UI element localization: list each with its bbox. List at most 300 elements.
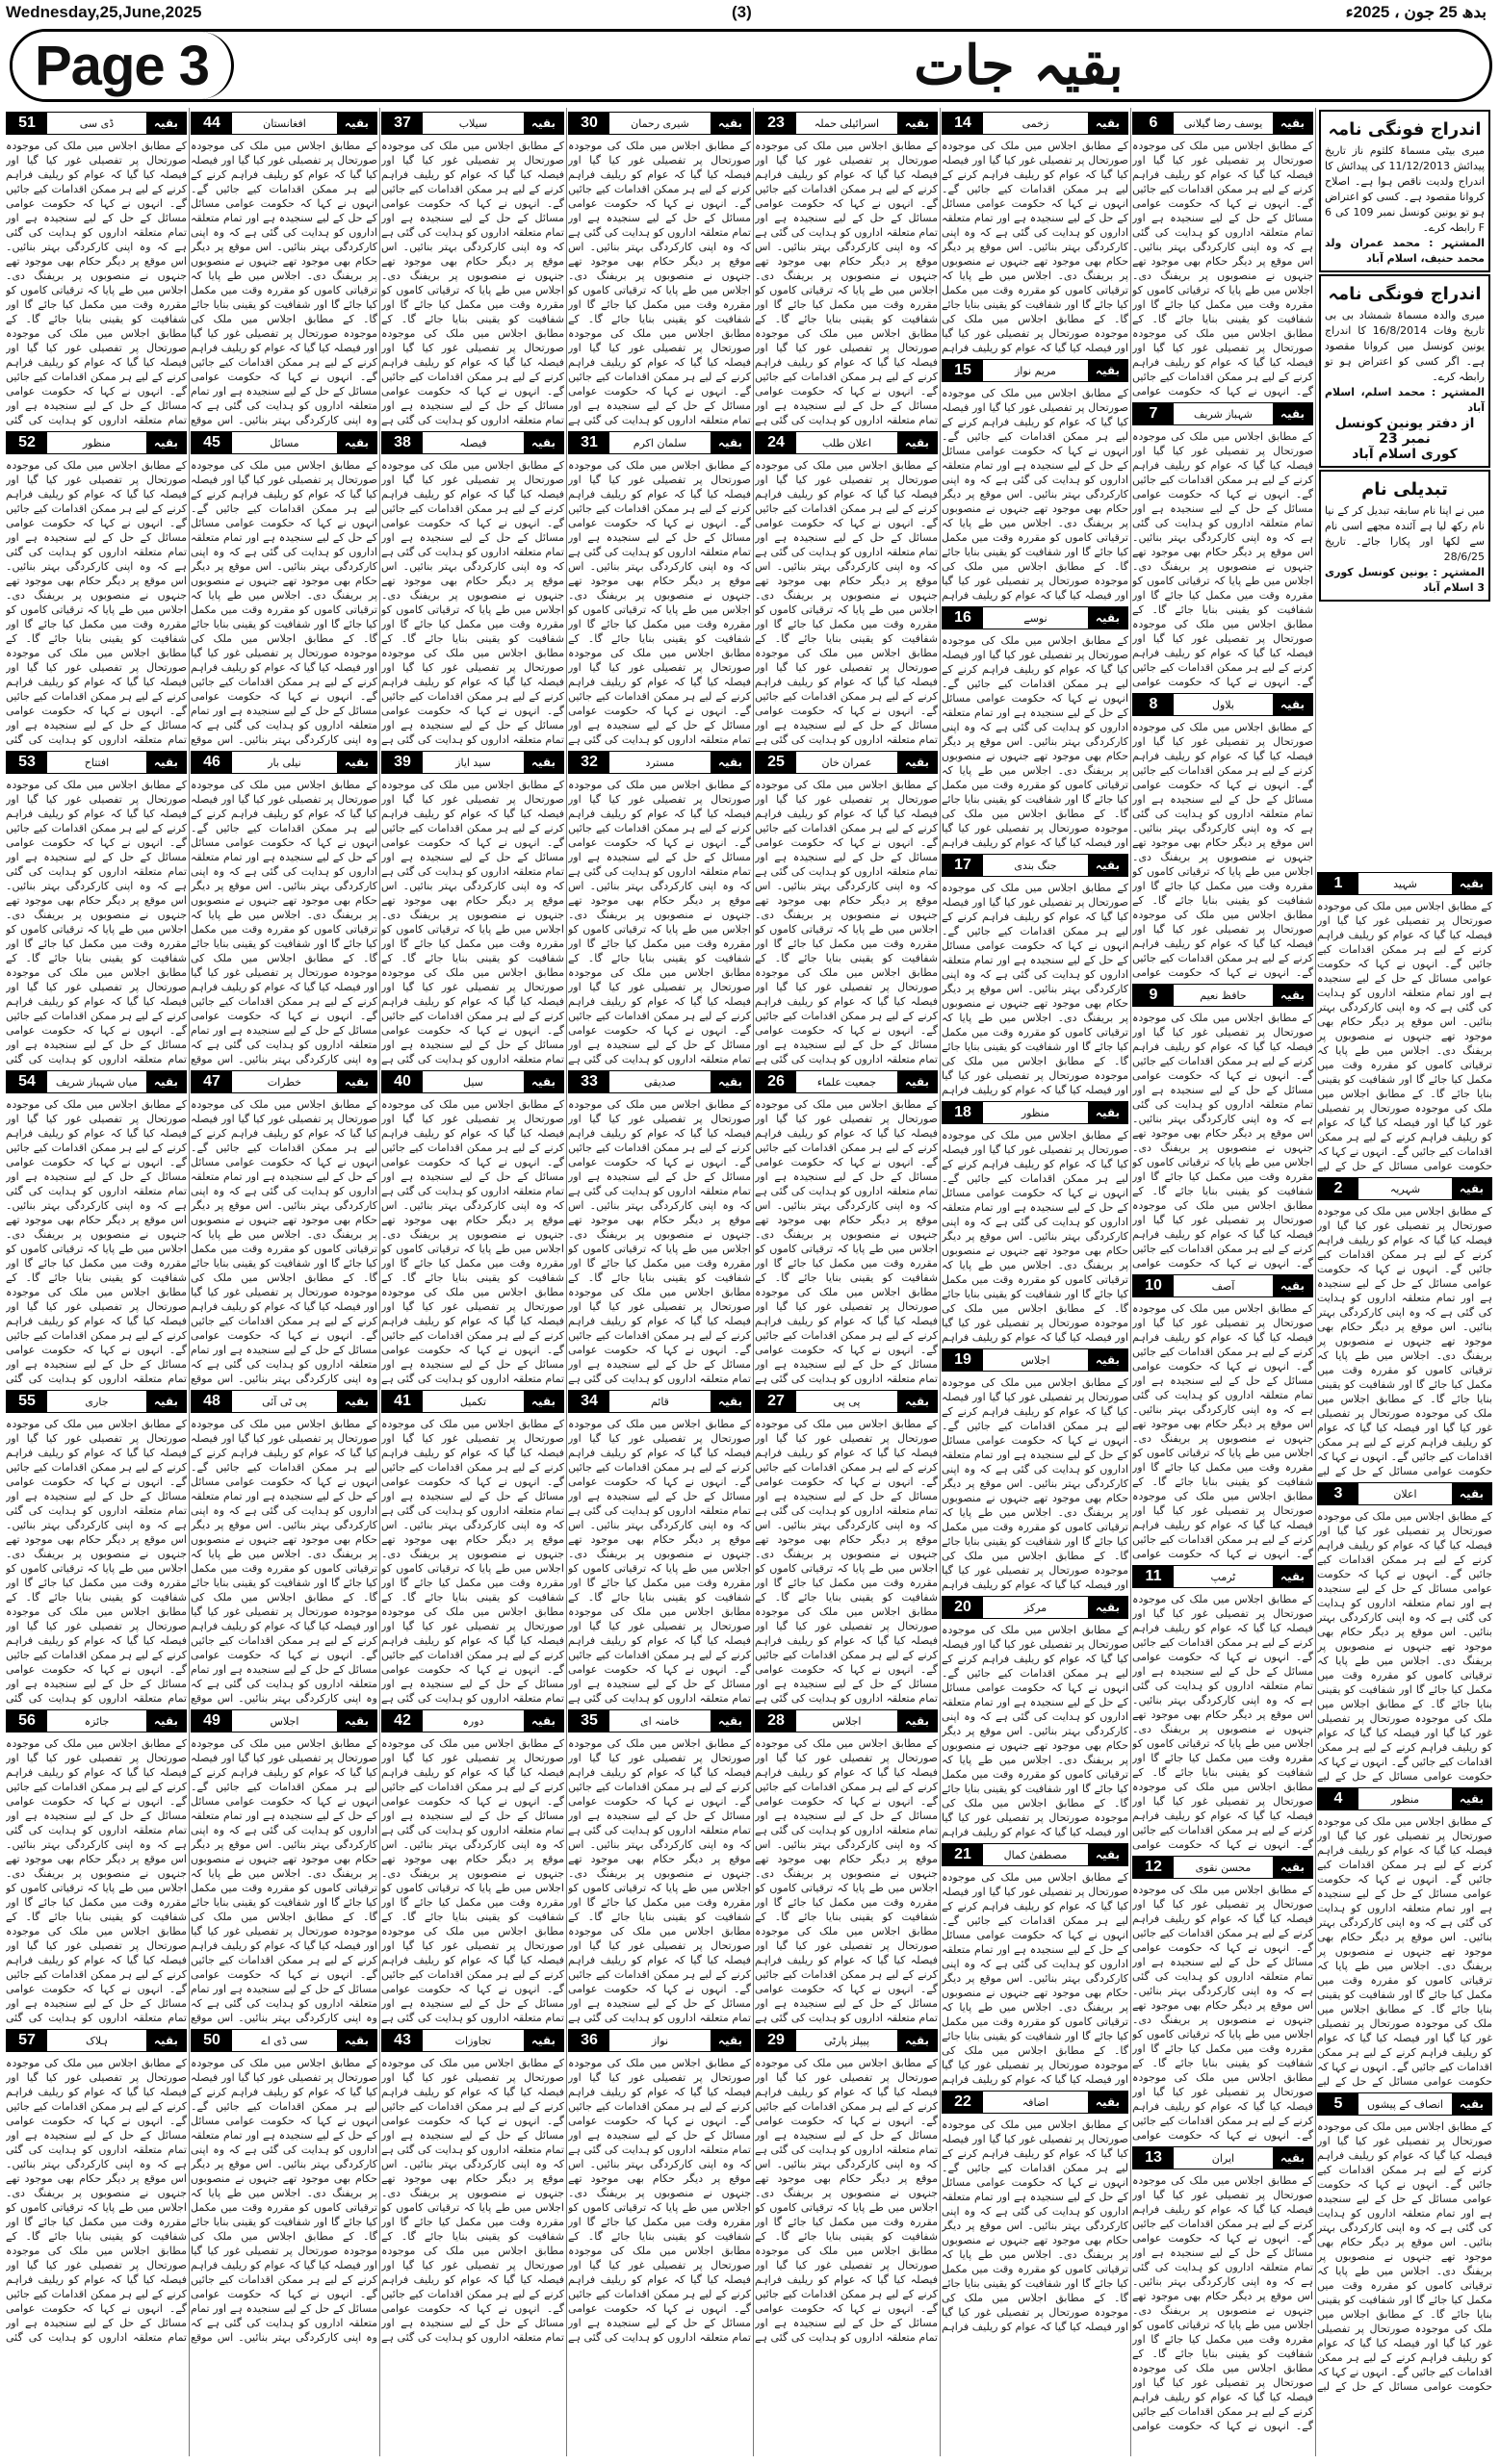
column-rule <box>189 108 190 2456</box>
article-text: کے مطابق اجلاس میں ملک کی موجودہ صورتحال پر تفصیلی غور کیا گیا اور فیصلہ کیا گیا کہ عوام کو ریلیف فراہم کرنے کے لیے ہر ممکن اقدامات کیے جائیں گے۔ انہوں نے کہا کہ حکومت عوامی مسائل کے حل کے لیے سنجیدہ ہے اور تمام متعلقہ اداروں کو ہدایت کی گئی ہے کہ وہ اپنی کارکردگی بہتر بنائیں۔ اس موقع پر دیگر حکام بھی موجود تھے جنہوں نے منصوبوں پر بریفنگ دی۔ اجلاس میں طے پایا کہ ترقیاتی کاموں کو مقررہ وقت میں مکمل کیا جائے گا اور شفافیت کو یقینی بنایا جائے گا۔ کے مطابق اجلاس میں ملک کی موجودہ صورتحال پر تفصیلی غور کیا گیا اور فیصلہ کیا گیا کہ عوام کو ریلیف فراہم کرنے کے لیے ہر ممکن اقدامات کیے جائیں گے۔ انہوں نے کہا کہ حکومت عوامی <box>1132 1593 1313 1851</box>
continuation-number: 19 <box>943 1349 983 1371</box>
article-text: کے مطابق اجلاس میں ملک کی موجودہ صورتحال پر تفصیلی غور کیا گیا اور فیصلہ کیا گیا کہ عوام کو ریلیف فراہم کرنے کے لیے ہر ممکن اقدامات کیے جائیں گے۔ انہوں نے کہا کہ حکومت عوامی مسائل کے حل کے لیے سنجیدہ ہے اور تمام متعلقہ اداروں کو ہدایت کی گئی ہے کہ وہ اپنی کارکردگی بہتر بنائیں۔ اس موقع پر دیگر حکام بھی موجود تھے جنہوں نے منصوبوں پر بریفنگ دی۔ اجلاس میں طے پایا کہ ترقیاتی کاموں کو مقررہ وقت میں مکمل کیا جائے گا اور شفافیت کو یقینی بنایا جائے گا۔ کے مطابق اجلاس میں ملک کی موجودہ صورتحال پر تفصیلی غور کیا گیا اور فیصلہ کیا گیا کہ عوام کو ریلیف فراہم کرنے کے لیے ہر ممکن اقدامات کیے جائیں گے۔ انہوں نے کہا کہ حکومت عوامی مسائل کے حل کے لیے سنجیدہ ہے اور تمام متعلقہ اداروں کو ہدایت کی گئی ہے کہ وہ اپنی کارکردگی بہتر بنائیں۔ اس موقع <box>191 779 377 1065</box>
baqia-label: بقیہ <box>711 1710 750 1732</box>
continuation-heading <box>381 1390 564 1413</box>
continuation-heading <box>1132 1565 1313 1588</box>
article-text: کے مطابق اجلاس میں ملک کی موجودہ صورتحال پر تفصیلی غور کیا گیا اور فیصلہ کیا گیا کہ عوام کو ریلیف فراہم کرنے کے لیے ہر ممکن اقدامات کیے جائیں گے۔ انہوں نے کہا کہ حکومت عوامی مسائل کے حل کے لیے سنجیدہ ہے اور تمام متعلقہ اداروں کو ہدایت کی گئی ہے کہ وہ اپنی کارکردگی بہتر بنائیں۔ اس موقع پر دیگر حکام بھی موجود تھے جنہوں نے منصوبوں پر بریفنگ دی۔ اجلاس میں طے پایا کہ ترقیاتی کاموں کو مقررہ وقت میں مکمل کیا جائے گا اور شفافیت کو یقینی بنایا جائے گا۔ کے مطابق اجلاس میں ملک کی موجودہ صورتحال پر تفصیلی غور کیا گیا اور فیصلہ کیا گیا کہ عوام کو ریلیف فراہم کرنے کے لیے ہر ممکن اقدامات کیے جائیں گے۔ انہوں نے کہا کہ حکومت عوامی مسائل کے حل کے لیے سنجیدہ ہے اور تمام متعلقہ اداروں کو ہدایت کی گئی ہے <box>755 1737 938 2024</box>
article-text: کے مطابق اجلاس میں ملک کی موجودہ صورتحال پر تفصیلی غور کیا گیا اور فیصلہ کیا گیا کہ عوام کو ریلیف فراہم کرنے کے لیے ہر ممکن اقدامات کیے جائیں گے۔ انہوں نے کہا کہ حکومت عوامی مسائل کے حل کے لیے سنجیدہ ہے اور تمام متعلقہ اداروں کو ہدایت کی گئی ہے کہ وہ اپنی کارکردگی بہتر بنائیں۔ اس موقع پر دیگر حکام بھی موجود تھے جنہوں نے منصوبوں پر بریفنگ دی۔ اجلاس میں طے پایا کہ ترقیاتی کاموں کو مقررہ وقت میں مکمل کیا جائے گا اور شفافیت کو یقینی بنایا جائے گا۔ کے مطابق اجلاس میں ملک کی موجودہ صورتحال پر تفصیلی غور کیا گیا اور فیصلہ کیا گیا کہ عوام کو ریلیف فراہم کرنے کے لیے ہر ممکن اقدامات کیے جائیں گے۔ انہوں نے کہا کہ حکومت عوامی مسائل کے حل کے لیے سنجیدہ ہے اور تمام متعلقہ اداروں کو ہدایت کی گئی ہے کہ وہ اپنی کارکردگی بہتر بنائیں۔ اس موقع <box>191 140 377 426</box>
continuation-heading <box>755 751 938 774</box>
baqia-label: بقیہ <box>524 1071 563 1092</box>
continuation-number: 20 <box>943 1597 983 1618</box>
baqia-label: بقیہ <box>1088 113 1127 134</box>
article-text: کے مطابق اجلاس میں ملک کی موجودہ صورتحال پر تفصیلی غور کیا گیا اور فیصلہ کیا گیا کہ عوام کو ریلیف فراہم کرنے کے لیے ہر ممکن اقدامات کیے جائیں گے۔ انہوں نے کہا کہ حکومت عوامی مسائل کے حل کے لیے سنجیدہ ہے اور تمام متعلقہ اداروں کو ہدایت کی گئی ہے کہ وہ اپنی کارکردگی بہتر بنائیں۔ اس موقع پر دیگر حکام بھی موجود تھے جنہوں نے منصوبوں پر بریفنگ دی۔ اجلاس میں طے پایا کہ ترقیاتی کاموں کو مقررہ وقت میں مکمل کیا جائے گا اور شفافیت کو یقینی بنایا جائے گا۔ کے مطابق اجلاس میں ملک کی موجودہ صورتحال پر تفصیلی غور کیا گیا اور فیصلہ کیا گیا کہ عوام کو ریلیف فراہم کرنے کے لیے ہر ممکن اقدامات کیے جائیں گے۔ انہوں نے کہا کہ حکومت عوامی مسائل کے حل کے لیے <box>1317 1815 1492 2088</box>
continuation-number: 54 <box>7 1071 47 1092</box>
continuation-number: 17 <box>943 855 983 876</box>
continuation-title: زخمی <box>1022 116 1049 130</box>
continuation-number: 11 <box>1133 1566 1174 1587</box>
baqia-label: بقیہ <box>146 2030 186 2051</box>
continuation-number: 42 <box>382 1710 423 1732</box>
baqia-label: بقیہ <box>897 2030 937 2051</box>
article-text: کے مطابق اجلاس میں ملک کی موجودہ صورتحال پر تفصیلی غور کیا گیا اور فیصلہ کیا گیا کہ عوام کو ریلیف فراہم کرنے کے لیے ہر ممکن اقدامات کیے جائیں گے۔ انہوں نے کہا کہ حکومت عوامی مسائل کے حل کے لیے سنجیدہ ہے اور تمام متعلقہ اداروں کو ہدایت کی گئی ہے کہ وہ اپنی کارکردگی بہتر بنائیں۔ اس موقع پر دیگر حکام بھی موجود تھے جنہوں نے منصوبوں پر بریفنگ دی۔ اجلاس میں طے پایا کہ ترقیاتی کاموں کو مقررہ وقت میں مکمل کیا جائے گا اور شفافیت کو یقینی بنایا جائے گا۔ کے مطابق اجلاس میں ملک کی موجودہ صورتحال پر تفصیلی غور کیا گیا اور فیصلہ کیا گیا کہ عوام کو ریلیف فراہم <box>942 1624 1128 1838</box>
continuation-number: 26 <box>756 1071 796 1092</box>
continuation-title: خطرات <box>267 1075 302 1089</box>
baqia-label: بقیہ <box>146 432 186 453</box>
continuation-number: 2 <box>1318 1178 1358 1199</box>
baqia-label: بقیہ <box>897 113 937 134</box>
continuation-heading <box>6 751 187 774</box>
continuation-heading <box>6 1070 187 1093</box>
continuation-number: 55 <box>7 1391 47 1412</box>
continuation-number: 49 <box>192 1710 232 1732</box>
notice <box>1319 274 1490 468</box>
article-text: کے مطابق اجلاس میں ملک کی موجودہ صورتحال پر تفصیلی غور کیا گیا اور فیصلہ کیا گیا کہ عوام کو ریلیف فراہم کرنے کے لیے ہر ممکن اقدامات کیے جائیں گے۔ انہوں نے کہا کہ حکومت عوامی مسائل کے حل کے لیے سنجیدہ ہے اور تمام متعلقہ اداروں کو ہدایت کی گئی ہے کہ وہ اپنی کارکردگی بہتر بنائیں۔ اس موقع پر دیگر حکام بھی موجود تھے جنہوں نے منصوبوں پر بریفنگ دی۔ اجلاس میں طے پایا کہ ترقیاتی کاموں کو مقررہ وقت میں مکمل کیا جائے گا اور شفافیت کو یقینی بنایا جائے گا۔ کے مطابق اجلاس میں ملک کی موجودہ صورتحال پر تفصیلی غور کیا گیا اور فیصلہ کیا گیا کہ عوام کو ریلیف فراہم کرنے کے لیے ہر ممکن اقدامات کیے جائیں گے۔ انہوں نے کہا کہ حکومت عوامی مسائل کے حل کے لیے سنجیدہ ہے اور تمام متعلقہ اداروں کو ہدایت کی گئی ہے <box>568 1098 751 1385</box>
continuation-number: 3 <box>1318 1483 1358 1504</box>
continuation-number: 50 <box>192 2030 232 2051</box>
article-text: کے مطابق اجلاس میں ملک کی موجودہ صورتحال پر تفصیلی غور کیا گیا اور فیصلہ کیا گیا کہ عوام کو ریلیف فراہم کرنے کے لیے ہر ممکن اقدامات کیے جائیں گے۔ انہوں نے کہا کہ حکومت عوامی مسائل کے حل کے لیے سنجیدہ ہے اور تمام متعلقہ اداروں کو ہدایت کی گئی ہے کہ وہ اپنی کارکردگی بہتر بنائیں۔ اس موقع پر دیگر حکام بھی موجود تھے جنہوں نے منصوبوں پر بریفنگ دی۔ اجلاس میں طے پایا کہ ترقیاتی کاموں کو مقررہ وقت میں مکمل کیا جائے گا اور شفافیت کو یقینی بنایا جائے گا۔ کے مطابق اجلاس میں ملک کی موجودہ صورتحال پر تفصیلی غور کیا گیا اور فیصلہ کیا گیا کہ عوام کو ریلیف فراہم کرنے کے لیے ہر ممکن اقدامات کیے جائیں گے۔ انہوں نے کہا کہ حکومت عوامی مسائل کے حل کے لیے سنجیدہ ہے اور تمام متعلقہ اداروں کو ہدایت کی گئی ہے <box>568 1737 751 2024</box>
continuation-heading <box>942 606 1128 629</box>
continuation-heading <box>381 431 564 454</box>
continuation-title: نوسے <box>1023 611 1047 625</box>
continuation-title: منظور <box>82 436 112 449</box>
continuation-heading <box>191 431 377 454</box>
column-rule <box>566 108 567 2456</box>
notice-contact: المشتہر : یونین کونسل کوری 3 اسلام آباد <box>1325 566 1485 594</box>
continuation-title: اعلان <box>1393 1487 1417 1501</box>
column-rule <box>753 108 754 2456</box>
continuation-number: 7 <box>1133 403 1174 424</box>
continuation-title: ایران <box>1211 2151 1235 2165</box>
continuation-heading <box>942 1101 1128 1124</box>
continuation-title: شہباز شریف <box>1194 407 1253 421</box>
baqia-label: بقیہ <box>711 2030 750 2051</box>
continuation-heading <box>1132 1274 1313 1297</box>
continuation-title: شیری رحمان <box>631 116 689 130</box>
continuation-number: 40 <box>382 1071 423 1092</box>
continuation-number: 36 <box>569 2030 609 2051</box>
baqia-label: بقیہ <box>1088 1597 1127 1618</box>
continuation-number: 39 <box>382 752 423 773</box>
article-text: کے مطابق اجلاس میں ملک کی موجودہ صورتحال پر تفصیلی غور کیا گیا اور فیصلہ کیا گیا کہ عوام کو ریلیف فراہم کرنے کے لیے ہر ممکن اقدامات کیے جائیں گے۔ انہوں نے کہا کہ حکومت عوامی مسائل کے حل کے لیے سنجیدہ ہے اور تمام متعلقہ اداروں کو ہدایت کی گئی ہے کہ وہ اپنی کارکردگی بہتر بنائیں۔ اس موقع پر دیگر حکام بھی موجود تھے جنہوں نے منصوبوں پر بریفنگ دی۔ اجلاس میں طے پایا کہ ترقیاتی کاموں کو مقررہ وقت میں مکمل کیا جائے گا اور شفافیت کو یقینی بنایا جائے گا۔ کے مطابق اجلاس میں ملک کی موجودہ صورتحال پر تفصیلی غور کیا گیا اور فیصلہ کیا گیا کہ عوام کو ریلیف فراہم کرنے کے لیے ہر ممکن اقدامات کیے جائیں گے۔ انہوں نے کہا کہ حکومت عوامی مسائل کے حل کے لیے سنجیدہ ہے اور تمام متعلقہ اداروں کو ہدایت کی گئی ہے <box>568 140 751 426</box>
continuation-number: 43 <box>382 2030 423 2051</box>
article-text: کے مطابق اجلاس میں ملک کی موجودہ صورتحال پر تفصیلی غور کیا گیا اور فیصلہ کیا گیا کہ عوام کو ریلیف فراہم کرنے کے لیے ہر ممکن اقدامات کیے جائیں گے۔ انہوں نے کہا کہ حکومت عوامی مسائل کے حل کے لیے سنجیدہ ہے اور تمام متعلقہ اداروں کو ہدایت کی گئی ہے کہ وہ اپنی کارکردگی بہتر بنائیں۔ اس موقع پر دیگر حکام بھی موجود تھے جنہوں نے منصوبوں پر بریفنگ دی۔ اجلاس میں طے پایا کہ ترقیاتی کاموں کو مقررہ وقت میں مکمل کیا جائے گا اور شفافیت کو یقینی بنایا جائے گا۔ کے مطابق اجلاس میں ملک کی موجودہ صورتحال پر تفصیلی غور کیا گیا اور فیصلہ کیا گیا کہ عوام کو ریلیف فراہم کرنے کے لیے ہر ممکن اقدامات کیے جائیں گے۔ انہوں نے کہا کہ حکومت عوامی <box>1132 140 1313 398</box>
continuation-heading <box>1132 402 1313 425</box>
column-6 <box>381 108 564 2456</box>
baqia-label: بقیہ <box>711 1071 750 1092</box>
baqia-label: بقیہ <box>337 752 376 773</box>
baqia-label: بقیہ <box>1088 855 1127 876</box>
baqia-label: بقیہ <box>711 752 750 773</box>
baqia-label: بقیہ <box>897 1710 937 1732</box>
article-text: کے مطابق اجلاس میں ملک کی موجودہ صورتحال پر تفصیلی غور کیا گیا اور فیصلہ کیا گیا کہ عوام کو ریلیف فراہم کرنے کے لیے ہر ممکن اقدامات کیے جائیں گے۔ انہوں نے کہا کہ حکومت عوامی مسائل کے حل کے لیے سنجیدہ ہے اور تمام متعلقہ اداروں کو ہدایت کی گئی ہے کہ وہ اپنی کارکردگی بہتر بنائیں۔ اس موقع پر دیگر حکام بھی موجود تھے جنہوں نے منصوبوں پر بریفنگ دی۔ اجلاس میں طے پایا کہ ترقیاتی کاموں کو مقررہ وقت میں مکمل کیا جائے گا اور شفافیت کو یقینی بنایا جائے گا۔ کے مطابق اجلاس میں ملک کی موجودہ صورتحال پر تفصیلی غور کیا گیا اور فیصلہ کیا گیا کہ عوام کو ریلیف فراہم کرنے کے لیے ہر ممکن اقدامات کیے جائیں گے۔ انہوں نے کہا کہ حکومت عوامی مسائل کے حل کے لیے سنجیدہ ہے اور تمام متعلقہ اداروں کو ہدایت کی گئی ہے <box>568 2057 751 2344</box>
continuation-title: مسترد <box>645 756 675 769</box>
continuation-title: سید ایاز <box>455 756 491 769</box>
article-text: کے مطابق اجلاس میں ملک کی موجودہ صورتحال پر تفصیلی غور کیا گیا اور فیصلہ کیا گیا کہ عوام کو ریلیف فراہم کرنے کے لیے ہر ممکن اقدامات کیے جائیں گے۔ انہوں نے کہا کہ حکومت عوامی مسائل کے حل کے لیے سنجیدہ ہے اور تمام متعلقہ اداروں کو ہدایت کی گئی ہے کہ وہ اپنی کارکردگی بہتر بنائیں۔ اس موقع پر دیگر حکام بھی موجود تھے جنہوں نے منصوبوں پر بریفنگ دی۔ اجلاس میں طے پایا کہ ترقیاتی کاموں کو مقررہ وقت میں مکمل کیا جائے گا اور شفافیت کو یقینی بنایا جائے گا۔ کے مطابق اجلاس میں ملک کی موجودہ صورتحال پر تفصیلی غور کیا گیا اور فیصلہ کیا گیا کہ عوام کو ریلیف فراہم <box>942 1129 1128 1344</box>
column-8 <box>6 108 187 2456</box>
baqia-label: بقیہ <box>711 1391 750 1412</box>
notice-body: میں نے اپنا نام سابقہ تبدیل کر کے نیا نام رکھ لیا ہے آئندہ مجھے اسی نام سے لکھا اور پکارا جائے۔ تاریخ 28/6/25 <box>1325 504 1485 563</box>
baqia-label: بقیہ <box>337 2030 376 2051</box>
continuation-title: انصاف کے پیشوں <box>1366 2097 1443 2111</box>
continuation-number: 14 <box>943 113 983 134</box>
article-text: کے مطابق اجلاس میں ملک کی موجودہ صورتحال پر تفصیلی غور کیا گیا اور فیصلہ کیا گیا کہ عوام کو ریلیف فراہم کرنے کے لیے ہر ممکن اقدامات کیے جائیں گے۔ انہوں نے کہا کہ حکومت عوامی مسائل کے حل کے لیے سنجیدہ ہے اور تمام متعلقہ اداروں کو ہدایت کی گئی ہے کہ وہ اپنی کارکردگی بہتر بنائیں۔ اس موقع پر دیگر حکام بھی موجود تھے جنہوں نے منصوبوں پر بریفنگ دی۔ اجلاس میں طے پایا کہ ترقیاتی کاموں کو مقررہ وقت میں مکمل کیا جائے گا اور شفافیت کو یقینی بنایا جائے گا۔ کے مطابق اجلاس میں ملک کی موجودہ صورتحال پر تفصیلی غور کیا گیا اور فیصلہ کیا گیا کہ عوام کو ریلیف فراہم کرنے کے لیے ہر ممکن اقدامات کیے جائیں گے۔ انہوں نے کہا کہ حکومت عوامی مسائل کے حل کے لیے سنجیدہ ہے اور تمام متعلقہ اداروں کو ہدایت کی گئی ہے <box>568 779 751 1065</box>
continuation-heading <box>755 1390 938 1413</box>
article-text: کے مطابق اجلاس میں ملک کی موجودہ صورتحال پر تفصیلی غور کیا گیا اور فیصلہ کیا گیا کہ عوام کو ریلیف فراہم کرنے کے لیے ہر ممکن اقدامات کیے جائیں گے۔ انہوں نے کہا کہ حکومت عوامی مسائل کے حل کے لیے سنجیدہ ہے اور تمام متعلقہ اداروں کو ہدایت کی گئی ہے کہ وہ اپنی کارکردگی بہتر بنائیں۔ اس موقع پر دیگر حکام بھی موجود تھے جنہوں نے منصوبوں پر بریفنگ دی۔ اجلاس میں طے پایا کہ ترقیاتی کاموں کو مقررہ وقت میں مکمل کیا جائے گا اور شفافیت کو یقینی بنایا جائے گا۔ کے مطابق اجلاس میں ملک کی موجودہ صورتحال پر تفصیلی غور کیا گیا اور فیصلہ کیا گیا کہ عوام کو ریلیف فراہم کرنے کے لیے ہر ممکن اقدامات کیے جائیں گے۔ انہوں نے کہا کہ حکومت عوامی مسائل کے حل کے لیے سنجیدہ ہے اور تمام متعلقہ اداروں کو ہدایت کی گئی ہے <box>381 140 564 426</box>
continuation-title: سیلاب <box>458 116 488 130</box>
continuation-number: 38 <box>382 432 423 453</box>
continuation-title: افغانستان <box>263 116 306 130</box>
baqia-label: بقیہ <box>711 113 750 134</box>
continuation-title: قائم <box>650 1395 669 1408</box>
baqia-label: بقیہ <box>1273 985 1312 1006</box>
article-text: کے مطابق اجلاس میں ملک کی موجودہ صورتحال پر تفصیلی غور کیا گیا اور فیصلہ کیا گیا کہ عوام کو ریلیف فراہم کرنے کے لیے ہر ممکن اقدامات کیے جائیں گے۔ انہوں نے کہا کہ حکومت عوامی مسائل کے حل کے لیے سنجیدہ ہے اور تمام متعلقہ اداروں کو ہدایت کی گئی ہے کہ وہ اپنی کارکردگی بہتر بنائیں۔ اس موقع پر دیگر حکام بھی موجود تھے جنہوں نے منصوبوں پر بریفنگ دی۔ اجلاس میں طے پایا کہ ترقیاتی کاموں کو مقررہ وقت میں مکمل کیا جائے گا اور شفافیت کو یقینی بنایا جائے گا۔ کے مطابق اجلاس میں ملک کی موجودہ صورتحال پر تفصیلی غور کیا گیا اور فیصلہ کیا گیا کہ عوام کو ریلیف فراہم کرنے کے لیے ہر ممکن اقدامات کیے جائیں گے۔ انہوں نے کہا کہ حکومت عوامی مسائل کے حل کے لیے سنجیدہ ہے اور تمام متعلقہ اداروں کو ہدایت کی گئی ہے <box>755 2057 938 2344</box>
baqia-label: بقیہ <box>1088 360 1127 381</box>
continuation-heading <box>568 2029 751 2052</box>
continuation-number: 44 <box>192 113 232 134</box>
baqia-label: بقیہ <box>711 432 750 453</box>
continuation-heading <box>568 431 751 454</box>
continuation-heading <box>755 431 938 454</box>
continuation-title: تکمیل <box>459 1395 487 1408</box>
continuation-number: 8 <box>1133 694 1174 715</box>
column-2 <box>1132 108 1313 2456</box>
continuation-number: 32 <box>569 752 609 773</box>
continuation-number: 41 <box>382 1391 423 1412</box>
top-dateline <box>0 0 1500 23</box>
notice-contact: المشتہر : محمد عمران ولد محمد حنیف، اسلام آباد <box>1325 237 1485 265</box>
continuation-heading <box>1132 984 1313 1007</box>
column-7 <box>191 108 377 2456</box>
masthead <box>10 29 1492 102</box>
continuation-title: پی ٹی آئی <box>262 1395 307 1408</box>
continuation-heading <box>1132 1856 1313 1879</box>
continuation-number: 9 <box>1133 985 1174 1006</box>
continuation-title: عمران خان <box>821 756 872 769</box>
continuation-title: جاری <box>85 1395 109 1408</box>
continuation-heading <box>568 751 751 774</box>
continuation-title: صدیقی <box>644 1075 676 1089</box>
continuation-number: 16 <box>943 607 983 629</box>
continuation-title: پیپلز پارٹی <box>824 2034 869 2047</box>
urdu-date: بدھ 25 جون ، 2025ء <box>1345 3 1487 21</box>
continuation-heading <box>1132 112 1313 135</box>
article-text: کے مطابق اجلاس میں ملک کی موجودہ صورتحال پر تفصیلی غور کیا گیا اور فیصلہ کیا گیا کہ عوام کو ریلیف فراہم کرنے کے لیے ہر ممکن اقدامات کیے جائیں گے۔ انہوں نے کہا کہ حکومت عوامی مسائل کے حل کے لیے سنجیدہ ہے اور تمام متعلقہ اداروں کو ہدایت کی گئی ہے کہ وہ اپنی کارکردگی بہتر بنائیں۔ اس موقع پر دیگر حکام بھی موجود تھے جنہوں نے منصوبوں پر بریفنگ دی۔ اجلاس میں طے پایا کہ ترقیاتی کاموں کو مقررہ وقت میں مکمل کیا جائے گا اور شفافیت کو یقینی بنایا جائے گا۔ کے مطابق اجلاس میں ملک کی موجودہ صورتحال پر تفصیلی غور کیا گیا اور فیصلہ کیا گیا کہ عوام کو ریلیف فراہم کرنے کے لیے ہر ممکن اقدامات کیے جائیں گے۔ انہوں نے کہا کہ حکومت عوامی مسائل کے حل کے لیے سنجیدہ ہے اور تمام متعلقہ اداروں کو ہدایت کی گئی ہے <box>568 459 751 746</box>
notices-box <box>1317 108 1492 868</box>
notice-title: اندراج فونگی نامہ <box>1328 119 1482 140</box>
continuation-number: 31 <box>569 432 609 453</box>
baqia-label: بقیہ <box>524 752 563 773</box>
continuation-heading <box>381 1070 564 1093</box>
continuation-number: 56 <box>7 1710 47 1732</box>
continuation-title: فیصلہ <box>459 436 487 449</box>
article-text: کے مطابق اجلاس میں ملک کی موجودہ صورتحال پر تفصیلی غور کیا گیا اور فیصلہ کیا گیا کہ عوام کو ریلیف فراہم کرنے کے لیے ہر ممکن اقدامات کیے جائیں گے۔ انہوں نے کہا کہ حکومت عوامی مسائل کے حل کے لیے سنجیدہ ہے اور تمام متعلقہ اداروں کو ہدایت کی گئی ہے کہ وہ اپنی کارکردگی بہتر بنائیں۔ اس موقع پر دیگر حکام بھی موجود تھے جنہوں نے منصوبوں پر بریفنگ دی۔ اجلاس میں طے پایا کہ ترقیاتی کاموں کو مقررہ وقت میں مکمل کیا جائے گا اور شفافیت کو یقینی بنایا جائے گا۔ کے مطابق اجلاس میں ملک کی موجودہ صورتحال پر تفصیلی غور کیا گیا اور فیصلہ کیا گیا کہ عوام کو ریلیف فراہم کرنے کے لیے ہر ممکن اقدامات کیے جائیں گے۔ انہوں نے کہا کہ حکومت عوامی مسائل کے حل کے لیے سنجیدہ ہے اور تمام متعلقہ اداروں کو ہدایت کی گئی <box>6 2057 187 2344</box>
baqia-label: بقیہ <box>1452 1178 1491 1199</box>
continuation-heading <box>568 1390 751 1413</box>
baqia-label: بقیہ <box>524 2030 563 2051</box>
continuation-number: 28 <box>756 1710 796 1732</box>
baqia-label: بقیہ <box>1088 1844 1127 1865</box>
article-text: کے مطابق اجلاس میں ملک کی موجودہ صورتحال پر تفصیلی غور کیا گیا اور فیصلہ کیا گیا کہ عوام کو ریلیف فراہم کرنے کے لیے ہر ممکن اقدامات کیے جائیں گے۔ انہوں نے کہا کہ حکومت عوامی مسائل کے حل کے لیے سنجیدہ ہے اور تمام متعلقہ اداروں کو ہدایت کی گئی ہے کہ وہ اپنی کارکردگی بہتر بنائیں۔ اس موقع پر دیگر حکام بھی موجود تھے جنہوں نے منصوبوں پر بریفنگ دی۔ اجلاس میں طے پایا کہ ترقیاتی کاموں کو مقررہ وقت میں مکمل کیا جائے گا اور شفافیت کو یقینی بنایا جائے گا۔ کے مطابق اجلاس میں ملک کی موجودہ صورتحال پر تفصیلی غور کیا گیا اور فیصلہ کیا گیا کہ عوام کو ریلیف فراہم کرنے کے لیے ہر ممکن اقدامات کیے جائیں گے۔ انہوں نے کہا کہ حکومت عوامی مسائل کے حل کے لیے سنجیدہ ہے اور تمام متعلقہ اداروں کو ہدایت کی گئی <box>6 1737 187 2024</box>
continuation-title: جنگ بندی <box>1014 859 1057 872</box>
continuation-title: منظور <box>1390 1792 1420 1806</box>
article-text: کے مطابق اجلاس میں ملک کی موجودہ صورتحال پر تفصیلی غور کیا گیا اور فیصلہ کیا گیا کہ عوام کو ریلیف فراہم کرنے کے لیے ہر ممکن اقدامات کیے جائیں گے۔ انہوں نے کہا کہ حکومت عوامی مسائل کے حل کے لیے سنجیدہ ہے اور تمام متعلقہ اداروں کو ہدایت کی گئی ہے کہ وہ اپنی کارکردگی بہتر بنائیں۔ اس موقع پر دیگر حکام بھی موجود تھے جنہوں نے منصوبوں پر بریفنگ دی۔ اجلاس میں طے پایا کہ ترقیاتی کاموں کو مقررہ وقت میں مکمل کیا جائے گا اور شفافیت کو یقینی بنایا جائے گا۔ کے مطابق اجلاس میں ملک کی موجودہ صورتحال پر تفصیلی غور کیا گیا اور فیصلہ کیا گیا کہ عوام کو ریلیف فراہم کرنے کے لیے ہر ممکن اقدامات کیے جائیں گے۔ انہوں نے کہا کہ حکومت عوامی مسائل کے حل کے لیے سنجیدہ ہے اور تمام متعلقہ اداروں کو ہدایت کی گئی ہے کہ وہ اپنی کارکردگی بہتر بنائیں۔ اس موقع <box>191 1098 377 1385</box>
article-text: کے مطابق اجلاس میں ملک کی موجودہ صورتحال پر تفصیلی غور کیا گیا اور فیصلہ کیا گیا کہ عوام کو ریلیف فراہم کرنے کے لیے ہر ممکن اقدامات کیے جائیں گے۔ انہوں نے کہا کہ حکومت عوامی مسائل کے حل کے لیے سنجیدہ ہے اور تمام متعلقہ اداروں کو ہدایت کی گئی ہے کہ وہ اپنی کارکردگی بہتر بنائیں۔ اس موقع پر دیگر حکام بھی موجود تھے جنہوں نے منصوبوں پر بریفنگ دی۔ اجلاس میں طے پایا کہ ترقیاتی کاموں کو مقررہ وقت میں مکمل کیا جائے گا اور شفافیت کو یقینی بنایا جائے گا۔ کے مطابق اجلاس میں ملک کی موجودہ صورتحال پر تفصیلی غور کیا گیا اور فیصلہ کیا گیا کہ عوام کو ریلیف فراہم کرنے کے لیے ہر ممکن اقدامات کیے جائیں گے۔ انہوں نے کہا کہ حکومت عوامی <box>1132 1302 1313 1560</box>
continuation-number: 1 <box>1318 873 1358 894</box>
article-text: کے مطابق اجلاس میں ملک کی موجودہ صورتحال پر تفصیلی غور کیا گیا اور فیصلہ کیا گیا کہ عوام کو ریلیف فراہم کرنے کے لیے ہر ممکن اقدامات کیے جائیں گے۔ انہوں نے کہا کہ حکومت عوامی مسائل کے حل کے لیے سنجیدہ ہے اور تمام متعلقہ اداروں کو ہدایت کی گئی ہے کہ وہ اپنی کارکردگی بہتر بنائیں۔ اس موقع پر دیگر حکام بھی موجود تھے جنہوں نے منصوبوں پر بریفنگ دی۔ اجلاس میں طے پایا کہ ترقیاتی کاموں کو مقررہ وقت میں مکمل کیا جائے گا اور شفافیت کو یقینی بنایا جائے گا۔ کے مطابق اجلاس میں ملک کی موجودہ صورتحال پر تفصیلی غور کیا گیا اور فیصلہ کیا گیا کہ عوام کو ریلیف فراہم کرنے کے لیے ہر ممکن اقدامات کیے جائیں گے۔ انہوں نے کہا کہ حکومت عوامی مسائل کے حل کے لیے سنجیدہ ہے اور تمام متعلقہ اداروں کو ہدایت کی گئی ہے <box>755 140 938 426</box>
continuation-heading <box>6 2029 187 2052</box>
article-text: کے مطابق اجلاس میں ملک کی موجودہ صورتحال پر تفصیلی غور کیا گیا اور فیصلہ کیا گیا کہ عوام کو ریلیف فراہم کرنے کے لیے ہر ممکن اقدامات کیے جائیں گے۔ انہوں نے کہا کہ حکومت عوامی مسائل کے حل کے لیے سنجیدہ ہے اور تمام متعلقہ اداروں کو ہدایت کی گئی ہے کہ وہ اپنی کارکردگی بہتر بنائیں۔ اس موقع پر دیگر حکام بھی موجود تھے جنہوں نے منصوبوں پر بریفنگ دی۔ اجلاس میں طے پایا کہ ترقیاتی کاموں کو مقررہ وقت میں مکمل کیا جائے گا اور شفافیت کو یقینی بنایا جائے گا۔ کے مطابق اجلاس میں ملک کی موجودہ صورتحال پر تفصیلی غور کیا گیا اور فیصلہ کیا گیا کہ عوام کو ریلیف فراہم <box>942 1376 1128 1591</box>
column-5 <box>568 108 751 2456</box>
continuation-title: جمعیت علماء <box>816 1075 877 1089</box>
continuation-number: 29 <box>756 2030 796 2051</box>
continuation-heading <box>191 112 377 135</box>
notice-place: کوری اسلام آباد <box>1352 447 1458 462</box>
baqia-label: بقیہ <box>897 1391 937 1412</box>
article-text: کے مطابق اجلاس میں ملک کی موجودہ صورتحال پر تفصیلی غور کیا گیا اور فیصلہ کیا گیا کہ عوام کو ریلیف فراہم کرنے کے لیے ہر ممکن اقدامات کیے جائیں گے۔ انہوں نے کہا کہ حکومت عوامی مسائل کے حل کے لیے سنجیدہ ہے اور تمام متعلقہ اداروں کو ہدایت کی گئی ہے کہ وہ اپنی کارکردگی بہتر بنائیں۔ اس موقع پر دیگر حکام بھی موجود تھے جنہوں نے منصوبوں پر بریفنگ دی۔ اجلاس میں طے پایا کہ ترقیاتی کاموں کو مقررہ وقت میں مکمل کیا جائے گا اور شفافیت کو یقینی بنایا جائے گا۔ کے مطابق اجلاس میں ملک کی موجودہ صورتحال پر تفصیلی غور کیا گیا اور فیصلہ کیا گیا کہ عوام کو ریلیف فراہم کرنے کے لیے ہر ممکن اقدامات کیے جائیں گے۔ انہوں نے کہا کہ حکومت عوامی <box>1132 1884 1313 2142</box>
baqia-label: بقیہ <box>1452 1788 1491 1810</box>
article-text: کے مطابق اجلاس میں ملک کی موجودہ صورتحال پر تفصیلی غور کیا گیا اور فیصلہ کیا گیا کہ عوام کو ریلیف فراہم کرنے کے لیے ہر ممکن اقدامات کیے جائیں گے۔ انہوں نے کہا کہ حکومت عوامی مسائل کے حل کے لیے سنجیدہ ہے اور تمام متعلقہ اداروں کو ہدایت کی گئی ہے کہ وہ اپنی کارکردگی بہتر بنائیں۔ اس موقع پر دیگر حکام بھی موجود تھے جنہوں نے منصوبوں پر بریفنگ دی۔ اجلاس میں طے پایا کہ ترقیاتی کاموں کو مقررہ وقت میں مکمل کیا جائے گا اور شفافیت کو یقینی بنایا جائے گا۔ کے مطابق اجلاس میں ملک کی موجودہ صورتحال پر تفصیلی غور کیا گیا اور فیصلہ کیا گیا کہ عوام کو ریلیف فراہم کرنے کے لیے ہر ممکن اقدامات کیے جائیں گے۔ انہوں نے کہا کہ حکومت عوامی مسائل کے حل کے لیے <box>1317 1205 1492 1477</box>
continuation-number: 33 <box>569 1071 609 1092</box>
baqia-label: بقیہ <box>1088 607 1127 629</box>
continuation-heading <box>568 112 751 135</box>
continuation-title: مریم نواز <box>1014 364 1056 377</box>
baqia-label: بقیہ <box>146 1071 186 1092</box>
article-text: کے مطابق اجلاس میں ملک کی موجودہ صورتحال پر تفصیلی غور کیا گیا اور فیصلہ کیا گیا کہ عوام کو ریلیف فراہم کرنے کے لیے ہر ممکن اقدامات کیے جائیں گے۔ انہوں نے کہا کہ حکومت عوامی مسائل کے حل کے لیے سنجیدہ ہے اور تمام متعلقہ اداروں کو ہدایت کی گئی ہے کہ وہ اپنی کارکردگی بہتر بنائیں۔ اس موقع پر دیگر حکام بھی موجود تھے جنہوں نے منصوبوں پر بریفنگ دی۔ اجلاس میں طے پایا کہ ترقیاتی کاموں کو مقررہ وقت میں مکمل کیا جائے گا اور شفافیت کو یقینی بنایا جائے گا۔ کے مطابق اجلاس میں ملک کی موجودہ صورتحال پر تفصیلی غور کیا گیا اور فیصلہ کیا گیا کہ عوام کو ریلیف فراہم کرنے کے لیے ہر ممکن اقدامات کیے جائیں گے۔ انہوں نے کہا کہ حکومت عوامی مسائل کے حل کے لیے سنجیدہ ہے اور تمام متعلقہ اداروں کو ہدایت کی گئی ہے <box>381 459 564 746</box>
continuation-number: 12 <box>1133 1857 1174 1878</box>
baqia-label: بقیہ <box>897 1071 937 1092</box>
continuation-title: اجلاس <box>1021 1353 1050 1367</box>
continuation-heading <box>1317 1177 1492 1200</box>
article-text: کے مطابق اجلاس میں ملک کی موجودہ صورتحال پر تفصیلی غور کیا گیا اور فیصلہ کیا گیا کہ عوام کو ریلیف فراہم کرنے کے لیے ہر ممکن اقدامات کیے جائیں گے۔ انہوں نے کہا کہ حکومت عوامی مسائل کے حل کے لیے سنجیدہ ہے اور تمام متعلقہ اداروں کو ہدایت کی گئی ہے کہ وہ اپنی کارکردگی بہتر بنائیں۔ اس موقع پر دیگر حکام بھی موجود تھے جنہوں نے منصوبوں پر بریفنگ دی۔ اجلاس میں طے پایا کہ ترقیاتی کاموں کو مقررہ وقت میں مکمل کیا جائے گا اور شفافیت کو یقینی بنایا جائے گا۔ کے مطابق اجلاس میں ملک کی موجودہ صورتحال پر تفصیلی غور کیا گیا اور فیصلہ کیا گیا کہ عوام کو ریلیف فراہم کرنے کے لیے ہر ممکن اقدامات کیے جائیں گے۔ انہوں نے کہا کہ حکومت عوامی مسائل کے حل کے لیے سنجیدہ ہے اور تمام متعلقہ اداروں کو ہدایت کی گئی <box>6 1418 187 1705</box>
continuation-heading <box>6 1709 187 1732</box>
continuation-number: 52 <box>7 432 47 453</box>
continuation-heading <box>1317 1482 1492 1505</box>
article-text: کے مطابق اجلاس میں ملک کی موجودہ صورتحال پر تفصیلی غور کیا گیا اور فیصلہ کیا گیا کہ عوام کو ریلیف فراہم کرنے کے لیے ہر ممکن اقدامات کیے جائیں گے۔ انہوں نے کہا کہ حکومت عوامی مسائل کے حل کے لیے سنجیدہ ہے اور تمام متعلقہ اداروں کو ہدایت کی گئی ہے کہ وہ اپنی کارکردگی بہتر بنائیں۔ اس موقع پر دیگر حکام بھی موجود تھے جنہوں نے منصوبوں پر بریفنگ دی۔ اجلاس میں طے پایا کہ ترقیاتی کاموں کو مقررہ وقت میں مکمل کیا جائے گا اور شفافیت کو یقینی بنایا جائے گا۔ کے مطابق اجلاس میں ملک کی موجودہ صورتحال پر تفصیلی غور کیا گیا اور فیصلہ کیا گیا کہ عوام کو ریلیف فراہم کرنے کے لیے ہر ممکن اقدامات کیے جائیں گے۔ انہوں نے کہا کہ حکومت عوامی مسائل کے حل کے لیے سنجیدہ ہے اور تمام متعلقہ اداروں کو ہدایت کی گئی <box>6 779 187 1065</box>
continuation-number: 21 <box>943 1844 983 1865</box>
notice <box>1319 470 1490 602</box>
continuation-title: آصف <box>1211 1279 1235 1293</box>
baqia-label: بقیہ <box>337 432 376 453</box>
baqia-label: بقیہ <box>1088 1102 1127 1123</box>
continuation-number: 15 <box>943 360 983 381</box>
notice-body: میری بیٹی مسماۃ کلثوم ناز تاریخ پیدائش 11/12/2013 کی پیدائش کا اندراج ولدیت ناقص ہوا ہے۔ اصلاح کروانا مقصود ہے۔ کسی کو اعتراض ہو تو یونین کونسل نمبر 109 کی 6 F رابطہ کرے۔ <box>1325 144 1485 234</box>
continuation-number: 30 <box>569 113 609 134</box>
continuation-title: اجلاس <box>832 1714 862 1728</box>
article-text: کے مطابق اجلاس میں ملک کی موجودہ صورتحال پر تفصیلی غور کیا گیا اور فیصلہ کیا گیا کہ عوام کو ریلیف فراہم کرنے کے لیے ہر ممکن اقدامات کیے جائیں گے۔ انہوں نے کہا کہ حکومت عوامی مسائل کے حل کے لیے سنجیدہ ہے اور تمام متعلقہ اداروں کو ہدایت کی گئی ہے کہ وہ اپنی کارکردگی بہتر بنائیں۔ اس موقع پر دیگر حکام بھی موجود تھے جنہوں نے منصوبوں پر بریفنگ دی۔ اجلاس میں طے پایا کہ ترقیاتی کاموں کو مقررہ وقت میں مکمل کیا جائے گا اور شفافیت کو یقینی بنایا جائے گا۔ کے مطابق اجلاس میں ملک کی موجودہ صورتحال پر تفصیلی غور کیا گیا اور فیصلہ کیا گیا کہ عوام کو ریلیف فراہم کرنے کے لیے ہر ممکن اقدامات کیے جائیں گے۔ انہوں نے کہا کہ حکومت عوامی مسائل کے حل کے لیے سنجیدہ ہے اور تمام متعلقہ اداروں کو ہدایت کی گئی ہے <box>755 459 938 746</box>
notice <box>1319 110 1490 272</box>
continuation-title: شہریہ <box>1389 1182 1421 1195</box>
continuation-title: میاں شہباز شریف <box>55 1075 138 1089</box>
baqia-label: بقیہ <box>1452 873 1491 894</box>
article-text: کے مطابق اجلاس میں ملک کی موجودہ صورتحال پر تفصیلی غور کیا گیا اور فیصلہ کیا گیا کہ عوام کو ریلیف فراہم کرنے کے لیے ہر ممکن اقدامات کیے جائیں گے۔ انہوں نے کہا کہ حکومت عوامی مسائل کے حل کے لیے سنجیدہ ہے اور تمام متعلقہ اداروں کو ہدایت کی گئی ہے کہ وہ اپنی کارکردگی بہتر بنائیں۔ اس موقع پر دیگر حکام بھی موجود تھے جنہوں نے منصوبوں پر بریفنگ دی۔ اجلاس میں طے پایا کہ ترقیاتی کاموں کو مقررہ وقت میں مکمل کیا جائے گا اور شفافیت کو یقینی بنایا جائے گا۔ کے مطابق اجلاس میں ملک کی موجودہ صورتحال پر تفصیلی غور کیا گیا اور فیصلہ کیا گیا کہ عوام کو ریلیف فراہم کرنے کے لیے ہر ممکن اقدامات کیے جائیں گے۔ انہوں نے کہا کہ حکومت عوامی مسائل کے حل کے لیے سنجیدہ ہے اور تمام متعلقہ اداروں کو ہدایت کی گئی ہے <box>381 1418 564 1705</box>
baqia-label: بقیہ <box>897 752 937 773</box>
article-text: کے مطابق اجلاس میں ملک کی موجودہ صورتحال پر تفصیلی غور کیا گیا اور فیصلہ کیا گیا کہ عوام کو ریلیف فراہم کرنے کے لیے ہر ممکن اقدامات کیے جائیں گے۔ انہوں نے کہا کہ حکومت عوامی مسائل کے حل کے لیے سنجیدہ ہے اور تمام متعلقہ اداروں کو ہدایت کی گئی ہے کہ وہ اپنی کارکردگی بہتر بنائیں۔ اس موقع پر دیگر حکام بھی موجود تھے جنہوں نے منصوبوں پر بریفنگ دی۔ اجلاس میں طے پایا کہ ترقیاتی کاموں کو مقررہ وقت میں مکمل کیا جائے گا اور شفافیت کو یقینی بنایا جائے گا۔ کے مطابق اجلاس میں ملک کی موجودہ صورتحال پر تفصیلی غور کیا گیا اور فیصلہ کیا گیا کہ عوام کو ریلیف فراہم <box>942 140 1128 354</box>
notice-contact: المشتہر : محمد اسلم، اسلام آباد <box>1325 386 1485 414</box>
continuation-heading <box>6 112 187 135</box>
continuation-heading <box>6 1390 187 1413</box>
continuation-heading <box>755 1709 938 1732</box>
continuation-title: یوسف رضا گیلانی <box>1183 116 1263 130</box>
continuation-number: 23 <box>756 113 796 134</box>
continuation-heading <box>755 112 938 135</box>
baqia-label: بقیہ <box>337 113 376 134</box>
continuation-title: خامنہ ای <box>639 1714 680 1728</box>
baqia-label: بقیہ <box>146 1391 186 1412</box>
continuation-title: سیل <box>463 1075 483 1089</box>
continuation-title: نیلی بار <box>268 756 301 769</box>
baqia-label: بقیہ <box>1273 694 1312 715</box>
continuation-number: 25 <box>756 752 796 773</box>
continuation-title: ہلاک <box>86 2034 108 2047</box>
column-3 <box>942 108 1128 2456</box>
english-date: Wednesday,25,June,2025 <box>6 3 202 21</box>
continuation-heading <box>381 1709 564 1732</box>
continuation-heading <box>568 1070 751 1093</box>
continuation-number: 37 <box>382 113 423 134</box>
article-text: کے مطابق اجلاس میں ملک کی موجودہ صورتحال پر تفصیلی غور کیا گیا اور فیصلہ کیا گیا کہ عوام کو ریلیف فراہم کرنے کے لیے ہر ممکن اقدامات کیے جائیں گے۔ انہوں نے کہا کہ حکومت عوامی مسائل کے حل کے لیے سنجیدہ ہے اور تمام متعلقہ اداروں کو ہدایت کی گئی ہے کہ وہ اپنی کارکردگی بہتر بنائیں۔ اس موقع پر دیگر حکام بھی موجود تھے جنہوں نے منصوبوں پر بریفنگ دی۔ اجلاس میں طے پایا کہ ترقیاتی کاموں کو مقررہ وقت میں مکمل کیا جائے گا اور شفافیت کو یقینی بنایا جائے گا۔ کے مطابق اجلاس میں ملک کی موجودہ صورتحال پر تفصیلی غور کیا گیا اور فیصلہ کیا گیا کہ عوام کو ریلیف فراہم کرنے کے لیے ہر ممکن اقدامات کیے جائیں گے۔ انہوں نے کہا کہ حکومت عوامی مسائل کے حل کے لیے سنجیدہ ہے اور تمام متعلقہ اداروں کو ہدایت کی گئی ہے کہ وہ اپنی کارکردگی بہتر بنائیں۔ اس موقع <box>191 1737 377 2024</box>
continuation-number: 53 <box>7 752 47 773</box>
article-text: کے مطابق اجلاس میں ملک کی موجودہ صورتحال پر تفصیلی غور کیا گیا اور فیصلہ کیا گیا کہ عوام کو ریلیف فراہم کرنے کے لیے ہر ممکن اقدامات کیے جائیں گے۔ انہوں نے کہا کہ حکومت عوامی مسائل کے حل کے لیے سنجیدہ ہے اور تمام متعلقہ اداروں کو ہدایت کی گئی ہے کہ وہ اپنی کارکردگی بہتر بنائیں۔ اس موقع پر دیگر حکام بھی موجود تھے جنہوں نے منصوبوں پر بریفنگ دی۔ اجلاس میں طے پایا کہ ترقیاتی کاموں کو مقررہ وقت میں مکمل کیا جائے گا اور شفافیت کو یقینی بنایا جائے گا۔ کے مطابق اجلاس میں ملک کی موجودہ صورتحال پر تفصیلی غور کیا گیا اور فیصلہ کیا گیا کہ عوام کو ریلیف فراہم کرنے کے لیے ہر ممکن اقدامات کیے جائیں گے۔ انہوں نے کہا کہ حکومت عوامی مسائل کے حل کے لیے سنجیدہ ہے اور تمام متعلقہ اداروں کو ہدایت کی گئی ہے <box>381 1737 564 2024</box>
article-text: کے مطابق اجلاس میں ملک کی موجودہ صورتحال پر تفصیلی غور کیا گیا اور فیصلہ کیا گیا کہ عوام کو ریلیف فراہم کرنے کے لیے ہر ممکن اقدامات کیے جائیں گے۔ انہوں نے کہا کہ حکومت عوامی مسائل کے حل کے لیے سنجیدہ ہے اور تمام متعلقہ اداروں کو ہدایت کی گئی ہے کہ وہ اپنی کارکردگی بہتر بنائیں۔ اس موقع پر دیگر حکام بھی موجود تھے جنہوں نے منصوبوں پر بریفنگ دی۔ اجلاس میں طے پایا کہ ترقیاتی کاموں کو مقررہ وقت میں مکمل کیا جائے گا اور شفافیت کو یقینی بنایا جائے گا۔ کے مطابق اجلاس میں ملک کی موجودہ صورتحال پر تفصیلی غور کیا گیا اور فیصلہ کیا گیا کہ عوام کو ریلیف فراہم کرنے کے لیے ہر ممکن اقدامات کیے جائیں گے۔ انہوں نے کہا کہ حکومت عوامی مسائل کے حل کے لیے سنجیدہ ہے اور تمام متعلقہ اداروں کو ہدایت کی گئی ہے <box>381 779 564 1065</box>
continuation-title: پی پی <box>833 1395 861 1408</box>
column-rule <box>1315 108 1316 2456</box>
continuation-heading <box>191 1709 377 1732</box>
column-4 <box>755 108 938 2456</box>
notice-title: اندراج فونگی نامہ <box>1328 284 1482 304</box>
baqia-label: بقیہ <box>1452 1483 1491 1504</box>
article-text: کے مطابق اجلاس میں ملک کی موجودہ صورتحال پر تفصیلی غور کیا گیا اور فیصلہ کیا گیا کہ عوام کو ریلیف فراہم کرنے کے لیے ہر ممکن اقدامات کیے جائیں گے۔ انہوں نے کہا کہ حکومت عوامی مسائل کے حل کے لیے سنجیدہ ہے اور تمام متعلقہ اداروں کو ہدایت کی گئی ہے کہ وہ اپنی کارکردگی بہتر بنائیں۔ اس موقع پر دیگر حکام بھی موجود تھے جنہوں نے منصوبوں پر بریفنگ دی۔ اجلاس میں طے پایا کہ ترقیاتی کاموں کو مقررہ وقت میں مکمل کیا جائے گا اور شفافیت کو یقینی بنایا جائے گا۔ کے مطابق اجلاس میں ملک کی موجودہ صورتحال پر تفصیلی غور کیا گیا اور فیصلہ کیا گیا کہ عوام کو ریلیف فراہم <box>942 387 1128 602</box>
continuation-title: نواز <box>651 2034 669 2047</box>
article-text: کے مطابق اجلاس میں ملک کی موجودہ صورتحال پر تفصیلی غور کیا گیا اور فیصلہ کیا گیا کہ عوام کو ریلیف فراہم کرنے کے لیے ہر ممکن اقدامات کیے جائیں گے۔ انہوں نے کہا کہ حکومت عوامی مسائل کے حل کے لیے سنجیدہ ہے اور تمام متعلقہ اداروں کو ہدایت کی گئی ہے کہ وہ اپنی کارکردگی بہتر بنائیں۔ اس موقع پر دیگر حکام بھی موجود تھے جنہوں نے منصوبوں پر بریفنگ دی۔ اجلاس میں طے پایا کہ ترقیاتی کاموں کو مقررہ وقت میں مکمل کیا جائے گا اور شفافیت کو یقینی بنایا جائے گا۔ کے مطابق اجلاس میں ملک کی موجودہ صورتحال پر تفصیلی غور کیا گیا اور فیصلہ کیا گیا کہ عوام کو ریلیف فراہم کرنے کے لیے ہر ممکن اقدامات کیے جائیں گے۔ انہوں نے کہا کہ حکومت عوامی مسائل کے حل کے لیے <box>1317 2120 1492 2393</box>
article-text: کے مطابق اجلاس میں ملک کی موجودہ صورتحال پر تفصیلی غور کیا گیا اور فیصلہ کیا گیا کہ عوام کو ریلیف فراہم کرنے کے لیے ہر ممکن اقدامات کیے جائیں گے۔ انہوں نے کہا کہ حکومت عوامی مسائل کے حل کے لیے سنجیدہ ہے اور تمام متعلقہ اداروں کو ہدایت کی گئی ہے کہ وہ اپنی کارکردگی بہتر بنائیں۔ اس موقع پر دیگر حکام بھی موجود تھے جنہوں نے منصوبوں پر بریفنگ دی۔ اجلاس میں طے پایا کہ ترقیاتی کاموں کو مقررہ وقت میں مکمل کیا جائے گا اور شفافیت کو یقینی بنایا جائے گا۔ کے مطابق اجلاس میں ملک کی موجودہ صورتحال پر تفصیلی غور کیا گیا اور فیصلہ کیا گیا کہ عوام کو ریلیف فراہم کرنے کے لیے ہر ممکن اقدامات کیے جائیں گے۔ انہوں نے کہا کہ حکومت عوامی <box>1132 430 1313 688</box>
continuation-number: 18 <box>943 1102 983 1123</box>
column-rule <box>1130 108 1131 2456</box>
baqia-label: بقیہ <box>1088 1349 1127 1371</box>
column-1 <box>1317 108 1492 2456</box>
continuation-number: 47 <box>192 1071 232 1092</box>
continuation-number: 27 <box>756 1391 796 1412</box>
masthead-gap <box>234 32 552 99</box>
article-text: کے مطابق اجلاس میں ملک کی موجودہ صورتحال پر تفصیلی غور کیا گیا اور فیصلہ کیا گیا کہ عوام کو ریلیف فراہم کرنے کے لیے ہر ممکن اقدامات کیے جائیں گے۔ انہوں نے کہا کہ حکومت عوامی مسائل کے حل کے لیے سنجیدہ ہے اور تمام متعلقہ اداروں کو ہدایت کی گئی ہے کہ وہ اپنی کارکردگی بہتر بنائیں۔ اس موقع پر دیگر حکام بھی موجود تھے جنہوں نے منصوبوں پر بریفنگ دی۔ اجلاس میں طے پایا کہ ترقیاتی کاموں کو مقررہ وقت میں مکمل کیا جائے گا اور شفافیت کو یقینی بنایا جائے گا۔ کے مطابق اجلاس میں ملک کی موجودہ صورتحال پر تفصیلی غور کیا گیا اور فیصلہ کیا گیا کہ عوام کو ریلیف فراہم کرنے کے لیے ہر ممکن اقدامات کیے جائیں گے۔ انہوں نے کہا کہ حکومت عوامی مسائل کے حل کے لیے سنجیدہ ہے اور تمام متعلقہ اداروں کو ہدایت کی گئی ہے <box>381 1098 564 1385</box>
continuation-heading <box>942 2091 1128 2114</box>
article-text: کے مطابق اجلاس میں ملک کی موجودہ صورتحال پر تفصیلی غور کیا گیا اور فیصلہ کیا گیا کہ عوام کو ریلیف فراہم کرنے کے لیے ہر ممکن اقدامات کیے جائیں گے۔ انہوں نے کہا کہ حکومت عوامی مسائل کے حل کے لیے سنجیدہ ہے اور تمام متعلقہ اداروں کو ہدایت کی گئی ہے کہ وہ اپنی کارکردگی بہتر بنائیں۔ اس موقع پر دیگر حکام بھی موجود تھے جنہوں نے منصوبوں پر بریفنگ دی۔ اجلاس میں طے پایا کہ ترقیاتی کاموں کو مقررہ وقت میں مکمل کیا جائے گا اور شفافیت کو یقینی بنایا جائے گا۔ کے مطابق اجلاس میں ملک کی موجودہ صورتحال پر تفصیلی غور کیا گیا اور فیصلہ کیا گیا کہ عوام کو ریلیف فراہم کرنے کے لیے ہر ممکن اقدامات کیے جائیں گے۔ انہوں نے کہا کہ حکومت عوامی مسائل کے حل کے لیے <box>1317 900 1492 1172</box>
continuation-heading <box>191 751 377 774</box>
continuation-number: 57 <box>7 2030 47 2051</box>
notice-body: میری والدہ مسماۃ شمشاد بی بی تاریخ وفات 16/8/2014 کا اندراج یونین کونسل میں کروانا مقصود ہے۔ اگر کسی کو اعتراض ہو تو رابطہ کرے۔ <box>1325 309 1485 383</box>
baqia-label: بقیہ <box>1273 1275 1312 1296</box>
notice-office: از دفتر یونین کونسل نمبر 23 <box>1334 416 1475 447</box>
continuation-number: 6 <box>1133 113 1174 134</box>
continuation-title: مرکز <box>1023 1601 1047 1614</box>
continuation-heading <box>191 1390 377 1413</box>
article-text: کے مطابق اجلاس میں ملک کی موجودہ صورتحال پر تفصیلی غور کیا گیا اور فیصلہ کیا گیا کہ عوام کو ریلیف فراہم کرنے کے لیے ہر ممکن اقدامات کیے جائیں گے۔ انہوں نے کہا کہ حکومت عوامی مسائل کے حل کے لیے سنجیدہ ہے اور تمام متعلقہ اداروں کو ہدایت کی گئی ہے کہ وہ اپنی کارکردگی بہتر بنائیں۔ اس موقع پر دیگر حکام بھی موجود تھے جنہوں نے منصوبوں پر بریفنگ دی۔ اجلاس میں طے پایا کہ ترقیاتی کاموں کو مقررہ وقت میں مکمل کیا جائے گا اور شفافیت کو یقینی بنایا جائے گا۔ کے مطابق اجلاس میں ملک کی موجودہ صورتحال پر تفصیلی غور کیا گیا اور فیصلہ کیا گیا کہ عوام کو ریلیف فراہم کرنے کے لیے ہر ممکن اقدامات کیے جائیں گے۔ انہوں نے کہا کہ حکومت عوامی مسائل کے حل کے لیے سنجیدہ ہے اور تمام متعلقہ اداروں کو ہدایت کی گئی ہے <box>568 1418 751 1705</box>
continuation-number: 4 <box>1318 1788 1358 1810</box>
article-text: کے مطابق اجلاس میں ملک کی موجودہ صورتحال پر تفصیلی غور کیا گیا اور فیصلہ کیا گیا کہ عوام کو ریلیف فراہم کرنے کے لیے ہر ممکن اقدامات کیے جائیں گے۔ انہوں نے کہا کہ حکومت عوامی مسائل کے حل کے لیے سنجیدہ ہے اور تمام متعلقہ اداروں کو ہدایت کی گئی ہے کہ وہ اپنی کارکردگی بہتر بنائیں۔ اس موقع پر دیگر حکام بھی موجود تھے جنہوں نے منصوبوں پر بریفنگ دی۔ اجلاس میں طے پایا کہ ترقیاتی کاموں کو مقررہ وقت میں مکمل کیا جائے گا اور شفافیت کو یقینی بنایا جائے گا۔ کے مطابق اجلاس میں ملک کی موجودہ صورتحال پر تفصیلی غور کیا گیا اور فیصلہ کیا گیا کہ عوام کو ریلیف فراہم <box>942 1871 1128 2086</box>
continuation-number: 51 <box>7 113 47 134</box>
continuation-heading <box>6 431 187 454</box>
article-text: کے مطابق اجلاس میں ملک کی موجودہ صورتحال پر تفصیلی غور کیا گیا اور فیصلہ کیا گیا کہ عوام کو ریلیف فراہم کرنے کے لیے ہر ممکن اقدامات کیے جائیں گے۔ انہوں نے کہا کہ حکومت عوامی مسائل کے حل کے لیے سنجیدہ ہے اور تمام متعلقہ اداروں کو ہدایت کی گئی ہے کہ وہ اپنی کارکردگی بہتر بنائیں۔ اس موقع پر دیگر حکام بھی موجود تھے جنہوں نے منصوبوں پر بریفنگ دی۔ اجلاس میں طے پایا کہ ترقیاتی کاموں کو مقررہ وقت میں مکمل کیا جائے گا اور شفافیت کو یقینی بنایا جائے گا۔ کے مطابق اجلاس میں ملک کی موجودہ صورتحال پر تفصیلی غور کیا گیا اور فیصلہ کیا گیا کہ عوام کو ریلیف فراہم کرنے کے لیے ہر ممکن اقدامات کیے جائیں گے۔ انہوں نے کہا کہ حکومت عوامی <box>1132 2174 1313 2432</box>
continuation-title: منظور <box>1021 1106 1050 1119</box>
continuation-heading <box>191 1070 377 1093</box>
article-text: کے مطابق اجلاس میں ملک کی موجودہ صورتحال پر تفصیلی غور کیا گیا اور فیصلہ کیا گیا کہ عوام کو ریلیف فراہم کرنے کے لیے ہر ممکن اقدامات کیے جائیں گے۔ انہوں نے کہا کہ حکومت عوامی مسائل کے حل کے لیے سنجیدہ ہے اور تمام متعلقہ اداروں کو ہدایت کی گئی ہے کہ وہ اپنی کارکردگی بہتر بنائیں۔ اس موقع پر دیگر حکام بھی موجود تھے جنہوں نے منصوبوں پر بریفنگ دی۔ اجلاس میں طے پایا کہ ترقیاتی کاموں کو مقررہ وقت میں مکمل کیا جائے گا اور شفافیت کو یقینی بنایا جائے گا۔ کے مطابق اجلاس میں ملک کی موجودہ صورتحال پر تفصیلی غور کیا گیا اور فیصلہ کیا گیا کہ عوام کو ریلیف فراہم کرنے کے لیے ہر ممکن اقدامات کیے جائیں گے۔ انہوں نے کہا کہ حکومت عوامی مسائل کے حل کے لیے <box>1317 1510 1492 1783</box>
continuation-heading <box>1132 693 1313 716</box>
baqia-label: بقیہ <box>1088 2092 1127 2113</box>
article-text: کے مطابق اجلاس میں ملک کی موجودہ صورتحال پر تفصیلی غور کیا گیا اور فیصلہ کیا گیا کہ عوام کو ریلیف فراہم کرنے کے لیے ہر ممکن اقدامات کیے جائیں گے۔ انہوں نے کہا کہ حکومت عوامی مسائل کے حل کے لیے سنجیدہ ہے اور تمام متعلقہ اداروں کو ہدایت کی گئی ہے کہ وہ اپنی کارکردگی بہتر بنائیں۔ اس موقع پر دیگر حکام بھی موجود تھے جنہوں نے منصوبوں پر بریفنگ دی۔ اجلاس میں طے پایا کہ ترقیاتی کاموں کو مقررہ وقت میں مکمل کیا جائے گا اور شفافیت کو یقینی بنایا جائے گا۔ کے مطابق اجلاس میں ملک کی موجودہ صورتحال پر تفصیلی غور کیا گیا اور فیصلہ کیا گیا کہ عوام کو ریلیف فراہم کرنے کے لیے ہر ممکن اقدامات کیے جائیں گے۔ انہوں نے کہا کہ حکومت عوامی <box>1132 1012 1313 1270</box>
article-text: کے مطابق اجلاس میں ملک کی موجودہ صورتحال پر تفصیلی غور کیا گیا اور فیصلہ کیا گیا کہ عوام کو ریلیف فراہم کرنے کے لیے ہر ممکن اقدامات کیے جائیں گے۔ انہوں نے کہا کہ حکومت عوامی مسائل کے حل کے لیے سنجیدہ ہے اور تمام متعلقہ اداروں کو ہدایت کی گئی ہے کہ وہ اپنی کارکردگی بہتر بنائیں۔ اس موقع پر دیگر حکام بھی موجود تھے جنہوں نے منصوبوں پر بریفنگ دی۔ اجلاس میں طے پایا کہ ترقیاتی کاموں کو مقررہ وقت میں مکمل کیا جائے گا اور شفافیت کو یقینی بنایا جائے گا۔ کے مطابق اجلاس میں ملک کی موجودہ صورتحال پر تفصیلی غور کیا گیا اور فیصلہ کیا گیا کہ عوام کو ریلیف فراہم کرنے کے لیے ہر ممکن اقدامات کیے جائیں گے۔ انہوں نے کہا کہ حکومت عوامی <box>1132 721 1313 979</box>
continuation-heading <box>191 2029 377 2052</box>
continuation-title: مصطفیٰ کمال <box>1003 1848 1068 1861</box>
continuation-heading <box>1317 1787 1492 1810</box>
baqia-label: بقیہ <box>1273 2147 1312 2169</box>
baqia-label: بقیہ <box>146 752 186 773</box>
continuation-heading <box>381 751 564 774</box>
continuation-number: 45 <box>192 432 232 453</box>
continuation-title: اسرائیلی حملہ <box>814 116 880 130</box>
continuation-heading <box>942 1596 1128 1619</box>
continuation-title: مسائل <box>270 436 299 449</box>
baqia-label: بقیہ <box>1273 403 1312 424</box>
continuation-number: 34 <box>569 1391 609 1412</box>
column-rule <box>379 108 380 2456</box>
continuation-number: 35 <box>569 1710 609 1732</box>
continuation-heading <box>755 2029 938 2052</box>
continuation-title: جائزہ <box>84 1714 110 1728</box>
continuation-title: اجلاس <box>270 1714 299 1728</box>
continuation-number: 24 <box>756 432 796 453</box>
article-text: کے مطابق اجلاس میں ملک کی موجودہ صورتحال پر تفصیلی غور کیا گیا اور فیصلہ کیا گیا کہ عوام کو ریلیف فراہم کرنے کے لیے ہر ممکن اقدامات کیے جائیں گے۔ انہوں نے کہا کہ حکومت عوامی مسائل کے حل کے لیے سنجیدہ ہے اور تمام متعلقہ اداروں کو ہدایت کی گئی ہے کہ وہ اپنی کارکردگی بہتر بنائیں۔ اس موقع پر دیگر حکام بھی موجود تھے جنہوں نے منصوبوں پر بریفنگ دی۔ اجلاس میں طے پایا کہ ترقیاتی کاموں کو مقررہ وقت میں مکمل کیا جائے گا اور شفافیت کو یقینی بنایا جائے گا۔ کے مطابق اجلاس میں ملک کی موجودہ صورتحال پر تفصیلی غور کیا گیا اور فیصلہ کیا گیا کہ عوام کو ریلیف فراہم کرنے کے لیے ہر ممکن اقدامات کیے جائیں گے۔ انہوں نے کہا کہ حکومت عوامی مسائل کے حل کے لیے سنجیدہ ہے اور تمام متعلقہ اداروں کو ہدایت کی گئی ہے <box>755 1418 938 1705</box>
continuation-title: محسن نقوی <box>1195 1861 1252 1874</box>
article-text: کے مطابق اجلاس میں ملک کی موجودہ صورتحال پر تفصیلی غور کیا گیا اور فیصلہ کیا گیا کہ عوام کو ریلیف فراہم کرنے کے لیے ہر ممکن اقدامات کیے جائیں گے۔ انہوں نے کہا کہ حکومت عوامی مسائل کے حل کے لیے سنجیدہ ہے اور تمام متعلقہ اداروں کو ہدایت کی گئی ہے کہ وہ اپنی کارکردگی بہتر بنائیں۔ اس موقع پر دیگر حکام بھی موجود تھے جنہوں نے منصوبوں پر بریفنگ دی۔ اجلاس میں طے پایا کہ ترقیاتی کاموں کو مقررہ وقت میں مکمل کیا جائے گا اور شفافیت کو یقینی بنایا جائے گا۔ کے مطابق اجلاس میں ملک کی موجودہ صورتحال پر تفصیلی غور کیا گیا اور فیصلہ کیا گیا کہ عوام کو ریلیف فراہم <box>942 882 1128 1096</box>
continuation-title: اعلان طلب <box>821 436 871 449</box>
article-text: کے مطابق اجلاس میں ملک کی موجودہ صورتحال پر تفصیلی غور کیا گیا اور فیصلہ کیا گیا کہ عوام کو ریلیف فراہم کرنے کے لیے ہر ممکن اقدامات کیے جائیں گے۔ انہوں نے کہا کہ حکومت عوامی مسائل کے حل کے لیے سنجیدہ ہے اور تمام متعلقہ اداروں کو ہدایت کی گئی ہے کہ وہ اپنی کارکردگی بہتر بنائیں۔ اس موقع پر دیگر حکام بھی موجود تھے جنہوں نے منصوبوں پر بریفنگ دی۔ اجلاس میں طے پایا کہ ترقیاتی کاموں کو مقررہ وقت میں مکمل کیا جائے گا اور شفافیت کو یقینی بنایا جائے گا۔ کے مطابق اجلاس میں ملک کی موجودہ صورتحال پر تفصیلی غور کیا گیا اور فیصلہ کیا گیا کہ عوام کو ریلیف فراہم کرنے کے لیے ہر ممکن اقدامات کیے جائیں گے۔ انہوں نے کہا کہ حکومت عوامی مسائل کے حل کے لیے سنجیدہ ہے اور تمام متعلقہ اداروں کو ہدایت کی گئی ہے <box>755 779 938 1065</box>
baqia-label: بقیہ <box>1273 1566 1312 1587</box>
page-number: (3) <box>732 3 752 21</box>
baqia-label: بقیہ <box>524 432 563 453</box>
column-rule <box>940 108 941 2456</box>
continuation-heading <box>1317 2092 1492 2116</box>
continuation-number: 46 <box>192 752 232 773</box>
baqia-label: بقیہ <box>1273 1857 1312 1878</box>
article-text: کے مطابق اجلاس میں ملک کی موجودہ صورتحال پر تفصیلی غور کیا گیا اور فیصلہ کیا گیا کہ عوام کو ریلیف فراہم کرنے کے لیے ہر ممکن اقدامات کیے جائیں گے۔ انہوں نے کہا کہ حکومت عوامی مسائل کے حل کے لیے سنجیدہ ہے اور تمام متعلقہ اداروں کو ہدایت کی گئی ہے کہ وہ اپنی کارکردگی بہتر بنائیں۔ اس موقع پر دیگر حکام بھی موجود تھے جنہوں نے منصوبوں پر بریفنگ دی۔ اجلاس میں طے پایا کہ ترقیاتی کاموں کو مقررہ وقت میں مکمل کیا جائے گا اور شفافیت کو یقینی بنایا جائے گا۔ کے مطابق اجلاس میں ملک کی موجودہ صورتحال پر تفصیلی غور کیا گیا اور فیصلہ کیا گیا کہ عوام کو ریلیف فراہم <box>942 634 1128 849</box>
continuation-heading <box>942 854 1128 877</box>
continuation-title: حافظ نعیم <box>1200 988 1247 1002</box>
continuation-number: 48 <box>192 1391 232 1412</box>
continuation-title: افتتاح <box>84 756 110 769</box>
continuation-heading <box>942 1348 1128 1372</box>
continuation-number: 22 <box>943 2092 983 2113</box>
baqia-label: بقیہ <box>337 1391 376 1412</box>
article-text: کے مطابق اجلاس میں ملک کی موجودہ صورتحال پر تفصیلی غور کیا گیا اور فیصلہ کیا گیا کہ عوام کو ریلیف فراہم کرنے کے لیے ہر ممکن اقدامات کیے جائیں گے۔ انہوں نے کہا کہ حکومت عوامی مسائل کے حل کے لیے سنجیدہ ہے اور تمام متعلقہ اداروں کو ہدایت کی گئی ہے کہ وہ اپنی کارکردگی بہتر بنائیں۔ اس موقع پر دیگر حکام بھی موجود تھے جنہوں نے منصوبوں پر بریفنگ دی۔ اجلاس میں طے پایا کہ ترقیاتی کاموں کو مقررہ وقت میں مکمل کیا جائے گا اور شفافیت کو یقینی بنایا جائے گا۔ کے مطابق اجلاس میں ملک کی موجودہ صورتحال پر تفصیلی غور کیا گیا اور فیصلہ کیا گیا کہ عوام کو ریلیف فراہم کرنے کے لیے ہر ممکن اقدامات کیے جائیں گے۔ انہوں نے کہا کہ حکومت عوامی مسائل کے حل کے لیے سنجیدہ ہے اور تمام متعلقہ اداروں کو ہدایت کی گئی <box>6 1098 187 1385</box>
article-text: کے مطابق اجلاس میں ملک کی موجودہ صورتحال پر تفصیلی غور کیا گیا اور فیصلہ کیا گیا کہ عوام کو ریلیف فراہم کرنے کے لیے ہر ممکن اقدامات کیے جائیں گے۔ انہوں نے کہا کہ حکومت عوامی مسائل کے حل کے لیے سنجیدہ ہے اور تمام متعلقہ اداروں کو ہدایت کی گئی ہے کہ وہ اپنی کارکردگی بہتر بنائیں۔ اس موقع پر دیگر حکام بھی موجود تھے جنہوں نے منصوبوں پر بریفنگ دی۔ اجلاس میں طے پایا کہ ترقیاتی کاموں کو مقررہ وقت میں مکمل کیا جائے گا اور شفافیت کو یقینی بنایا جائے گا۔ کے مطابق اجلاس میں ملک کی موجودہ صورتحال پر تفصیلی غور کیا گیا اور فیصلہ کیا گیا کہ عوام کو ریلیف فراہم کرنے کے لیے ہر ممکن اقدامات کیے جائیں گے۔ انہوں نے کہا کہ حکومت عوامی مسائل کے حل کے لیے سنجیدہ ہے اور تمام متعلقہ اداروں کو ہدایت کی گئی ہے کہ وہ اپنی کارکردگی بہتر بنائیں۔ اس موقع <box>191 2057 377 2344</box>
continuation-title: اضافہ <box>1022 2095 1049 2109</box>
continuation-title: تجاوزات <box>454 2034 492 2047</box>
article-text: کے مطابق اجلاس میں ملک کی موجودہ صورتحال پر تفصیلی غور کیا گیا اور فیصلہ کیا گیا کہ عوام کو ریلیف فراہم کرنے کے لیے ہر ممکن اقدامات کیے جائیں گے۔ انہوں نے کہا کہ حکومت عوامی مسائل کے حل کے لیے سنجیدہ ہے اور تمام متعلقہ اداروں کو ہدایت کی گئی ہے کہ وہ اپنی کارکردگی بہتر بنائیں۔ اس موقع پر دیگر حکام بھی موجود تھے جنہوں نے منصوبوں پر بریفنگ دی۔ اجلاس میں طے پایا کہ ترقیاتی کاموں کو مقررہ وقت میں مکمل کیا جائے گا اور شفافیت کو یقینی بنایا جائے گا۔ کے مطابق اجلاس میں ملک کی موجودہ صورتحال پر تفصیلی غور کیا گیا اور فیصلہ کیا گیا کہ عوام کو ریلیف فراہم کرنے کے لیے ہر ممکن اقدامات کیے جائیں گے۔ انہوں نے کہا کہ حکومت عوامی مسائل کے حل کے لیے سنجیدہ ہے اور تمام متعلقہ اداروں کو ہدایت کی گئی ہے <box>755 1098 938 1385</box>
baqia-label: بقیہ <box>1273 113 1312 134</box>
baqia-label: بقیہ <box>524 1710 563 1732</box>
continuation-heading <box>568 1709 751 1732</box>
baqia-label: بقیہ <box>146 113 186 134</box>
baqia-label: بقیہ <box>1452 2093 1491 2115</box>
continuation-heading <box>1132 2146 1313 2169</box>
continuation-title: ٹرمپ <box>1210 1570 1236 1583</box>
page-label: Page 3 <box>13 32 234 99</box>
section-title: بقیہ جات <box>552 36 1486 95</box>
article-text: کے مطابق اجلاس میں ملک کی موجودہ صورتحال پر تفصیلی غور کیا گیا اور فیصلہ کیا گیا کہ عوام کو ریلیف فراہم کرنے کے لیے ہر ممکن اقدامات کیے جائیں گے۔ انہوں نے کہا کہ حکومت عوامی مسائل کے حل کے لیے سنجیدہ ہے اور تمام متعلقہ اداروں کو ہدایت کی گئی ہے کہ وہ اپنی کارکردگی بہتر بنائیں۔ اس موقع پر دیگر حکام بھی موجود تھے جنہوں نے منصوبوں پر بریفنگ دی۔ اجلاس میں طے پایا کہ ترقیاتی کاموں کو مقررہ وقت میں مکمل کیا جائے گا اور شفافیت کو یقینی بنایا جائے گا۔ کے مطابق اجلاس میں ملک کی موجودہ صورتحال پر تفصیلی غور کیا گیا اور فیصلہ کیا گیا کہ عوام کو ریلیف فراہم کرنے کے لیے ہر ممکن اقدامات کیے جائیں گے۔ انہوں نے کہا کہ حکومت عوامی مسائل کے حل کے لیے سنجیدہ ہے اور تمام متعلقہ اداروں کو ہدایت کی گئی ہے کہ وہ اپنی کارکردگی بہتر بنائیں۔ اس موقع <box>191 1418 377 1705</box>
baqia-label: بقیہ <box>337 1071 376 1092</box>
baqia-label: بقیہ <box>146 1710 186 1732</box>
continuation-heading <box>381 112 564 135</box>
continuation-number: 10 <box>1133 1275 1174 1296</box>
continuation-number: 5 <box>1318 2093 1358 2115</box>
